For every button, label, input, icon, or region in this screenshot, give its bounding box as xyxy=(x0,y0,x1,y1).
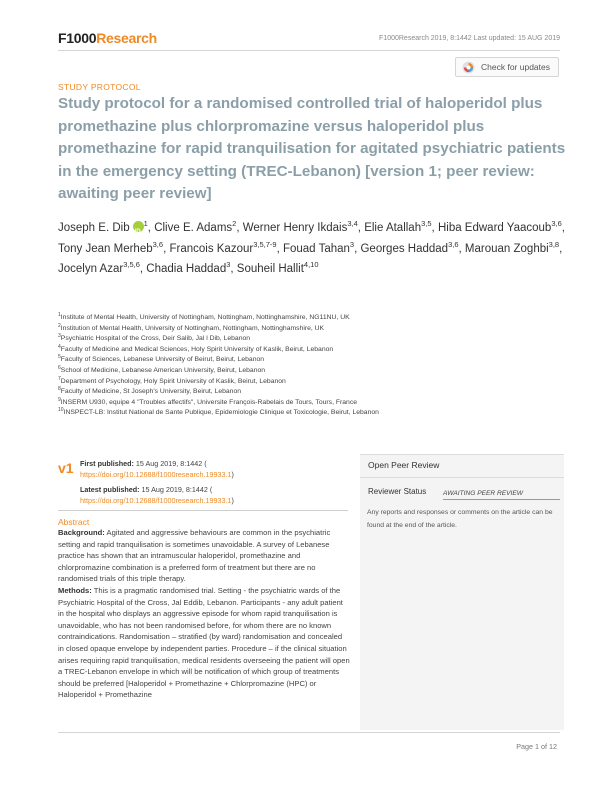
affiliation-number: 6 xyxy=(58,364,61,371)
version-badge: v1 xyxy=(58,460,74,476)
author-separator: , xyxy=(147,222,151,234)
first-published-value: 15 Aug 2019, 8:1442 ( xyxy=(135,459,207,468)
article-title: Study protocol for a randomised controlled trial of haloperidol plus promethazine plus chlorpromazine versus haloperidol plus promethazine for rapid tranquilisation for agitated psychiatric patients in the emergency setting (TREC-Lebanon) [version 1; peer review: awaiting peer review] xyxy=(58,95,566,202)
latest-published-value: 15 Aug 2019, 8:1442 ( xyxy=(141,485,213,494)
page-number: Page 1 of 12 xyxy=(516,742,557,751)
author-item xyxy=(437,219,565,234)
logo-f1000: F1000 xyxy=(58,30,97,46)
background-label: Background: xyxy=(58,528,105,537)
author-separator: , xyxy=(431,222,435,234)
affiliation-text: INSPECT-LB: Institut National de Sante Publique, Epidemiologie Clinique et Toxicologie, Beirut, Lebanon xyxy=(63,409,379,417)
background-text: Agitated and aggressive behaviours are common in the psychiatric setting and rapid tranquilisation is sometimes unavoidable. A survey of Lebanese practice has shown that an intramuscular haloperidol, promethazine and chlorpromazine combination is a preferred form of treatment but there are no randomised trials of this triple therapy. xyxy=(58,528,331,584)
author-separator: , xyxy=(354,242,358,255)
check-updates-label: Check for updates xyxy=(481,62,550,72)
author-item xyxy=(146,260,234,275)
author-name[interactable]: Joseph E. Dib xyxy=(58,222,130,234)
author-item xyxy=(236,260,319,275)
author-name[interactable]: Werner Henry Ikdais xyxy=(242,222,348,234)
affiliation-text: Faculty of Sciences, Lebanese University of Beirut, Beirut, Lebanon xyxy=(60,356,265,364)
affiliation-item xyxy=(58,355,578,366)
affiliation-number: 9 xyxy=(58,396,61,403)
author-separator: , xyxy=(236,222,240,234)
author-separator: , xyxy=(559,242,563,255)
author-item xyxy=(282,239,358,255)
orcid-icon[interactable] xyxy=(133,221,144,232)
footer-divider xyxy=(58,732,560,733)
affiliation-text: Institution of Mental Health, University of Nottingham, Nottingham, Nottinghamshire, UK xyxy=(60,324,325,332)
journal-logo xyxy=(58,30,157,46)
author-item xyxy=(169,239,280,255)
author-name[interactable]: Fouad Tahan xyxy=(282,242,350,255)
methods-text: This is a pragmatic randomised trial. Setting - the psychiatric wards of the Psychiatric Hospital of the Cross, Jal Eddib, Lebanon. Participants - any adult patient in the hospital who displays an aggressive episode for whom rapid tranquilisation is unavoidable, who has not been randomised before, for whom there are no known contraindications. Randomisation – stratified (by ward) randomisation and concealed in closed opaque envelope by independent parties. Procedure – if the clinical situation arises requiring rapid tranquilisation, medical residents overseeing the patient will open a TREC-Lebanon envelope in which will be notification of which group of treatments should be preferred [Haloperidol + Promethazine + Chlorpromazine (HPC) or Haloperidol + Promethazine xyxy=(58,585,350,700)
publication-info xyxy=(80,459,345,506)
author-affiliation-ref: 3,6 xyxy=(448,239,459,249)
status-underline xyxy=(443,499,560,500)
header-divider xyxy=(58,50,560,51)
check-for-updates-button[interactable] xyxy=(455,57,559,77)
author-item xyxy=(154,219,240,234)
affiliation-number: 1 xyxy=(58,312,61,318)
affiliation-text: Faculty of Medicine, St Joseph's University, Beirut, Lebanon xyxy=(60,388,242,396)
author-item xyxy=(58,239,167,255)
affiliation-text: Psychiatric Hospital of the Cross, Deir Salib, Jal l Dib, Lebanon xyxy=(60,335,251,343)
author-name[interactable]: Francois Kazour xyxy=(169,242,254,255)
affiliation-list xyxy=(58,313,578,419)
affiliation-item xyxy=(58,366,578,377)
panel-top-border xyxy=(360,454,564,455)
author-name[interactable]: Jocelyn Azar xyxy=(58,263,124,275)
peer-review-note: Any reports and responses or comments on the article can be found at the end of the article. xyxy=(367,509,553,529)
author-item xyxy=(58,260,144,275)
author-affiliation-ref: 3,8 xyxy=(548,239,560,249)
author-affiliation-ref: 2 xyxy=(232,219,237,228)
affiliation-item xyxy=(58,313,578,324)
first-published-close: ) xyxy=(231,469,234,479)
affiliation-number: 8 xyxy=(58,386,61,393)
author-name[interactable]: Marouan Zoghbi xyxy=(464,242,549,255)
abstract-body xyxy=(58,527,350,701)
author-name[interactable]: Chadia Haddad xyxy=(146,263,227,275)
logo-research: Research xyxy=(96,30,157,46)
author-separator: , xyxy=(163,242,167,255)
affiliation-item xyxy=(58,387,578,398)
affiliation-item xyxy=(58,398,578,409)
author-separator: , xyxy=(357,222,361,234)
affiliation-number: 2 xyxy=(58,322,61,329)
check-updates-icon xyxy=(462,61,475,74)
author-item xyxy=(360,239,462,255)
author-list xyxy=(58,218,578,280)
author-affiliation-ref: 3,5,6 xyxy=(123,260,140,269)
author-affiliation-ref: 3,4 xyxy=(347,219,358,228)
panel-divider xyxy=(360,477,564,478)
author-name[interactable]: Elie Atallah xyxy=(364,222,422,234)
author-separator: , xyxy=(139,263,144,275)
affiliation-number: 5 xyxy=(58,354,61,361)
methods-label: Methods: xyxy=(58,585,92,595)
affiliation-item xyxy=(58,334,578,345)
author-affiliation-ref: 3 xyxy=(226,260,231,269)
citation-line: F1000Research 2019, 8:1442 Last updated: 15 AUG 2019 xyxy=(379,35,560,42)
author-item xyxy=(242,219,361,234)
author-affiliation-ref: 1 xyxy=(143,219,148,228)
author-item xyxy=(58,219,151,234)
author-item xyxy=(464,239,563,255)
latest-published-doi-link[interactable]: https://doi.org/10.12688/f1000research.19933.1 xyxy=(80,495,232,505)
reviewer-status-label: Reviewer Status xyxy=(368,487,427,496)
author-separator: , xyxy=(458,242,462,255)
first-published-doi-link[interactable]: https://doi.org/10.12688/f1000research.19933.1 xyxy=(80,469,232,479)
abstract-heading: Abstract xyxy=(58,517,90,527)
author-separator: , xyxy=(276,242,280,255)
affiliation-number: 3 xyxy=(58,333,61,340)
author-name[interactable]: Hiba Edward Yaacoub xyxy=(437,222,552,234)
affiliation-number: 7 xyxy=(58,375,61,382)
abstract-divider xyxy=(58,510,348,511)
affiliation-text: INSERM U930, equipe 4 "Troubles affectifs", Universite François-Rabelais de Tours, Tours, France xyxy=(60,398,357,406)
open-peer-review-title: Open Peer Review xyxy=(368,460,440,470)
author-name[interactable]: Tony Jean Merheb xyxy=(58,242,153,255)
affiliation-text: Institute of Mental Health, University of Nottingham, Nottingham, Nottinghamshire, NG11NU, UK xyxy=(60,314,350,321)
author-affiliation-ref: 4,10 xyxy=(303,260,319,269)
first-published-line xyxy=(80,459,345,480)
affiliation-item xyxy=(58,377,578,388)
first-published-label: First published: xyxy=(80,459,134,468)
author-affiliation-ref: 3 xyxy=(349,239,355,249)
latest-published-line xyxy=(80,485,345,506)
author-affiliation-ref: 3,6 xyxy=(152,239,164,249)
affiliation-text: Department of Psychology, Holy Spirit University of Kaslik, Beirut, Lebanon xyxy=(60,377,286,385)
author-name[interactable]: Souheil Hallit xyxy=(236,263,304,275)
affiliation-text: Faculty of Medicine and Medical Sciences, Holy Spirit University of Kaslik, Beirut, Lebanon xyxy=(60,345,334,353)
reviewer-status-value: AWAITING PEER REVIEW xyxy=(443,490,523,497)
author-separator: , xyxy=(230,263,234,275)
affiliation-item xyxy=(58,324,578,335)
author-affiliation-ref: 3,6 xyxy=(551,219,562,228)
author-name[interactable]: Clive E. Adams xyxy=(154,222,233,234)
affiliation-number: 10 xyxy=(58,407,64,414)
author-affiliation-ref: 3,5,7-9 xyxy=(253,239,277,249)
latest-published-close: ) xyxy=(231,495,234,505)
author-separator: , xyxy=(561,222,565,234)
latest-published-label: Latest published: xyxy=(80,485,140,494)
author-affiliation-ref: 3,5 xyxy=(421,219,432,228)
affiliation-item xyxy=(58,345,578,356)
article-type: STUDY PROTOCOL xyxy=(58,82,141,92)
affiliation-text: School of Medicine, Lebanese American University, Beirut, Lebanon xyxy=(60,366,266,374)
affiliation-item xyxy=(58,408,578,419)
author-name[interactable]: Georges Haddad xyxy=(360,242,449,255)
author-item xyxy=(364,219,435,234)
affiliation-number: 4 xyxy=(58,343,61,350)
